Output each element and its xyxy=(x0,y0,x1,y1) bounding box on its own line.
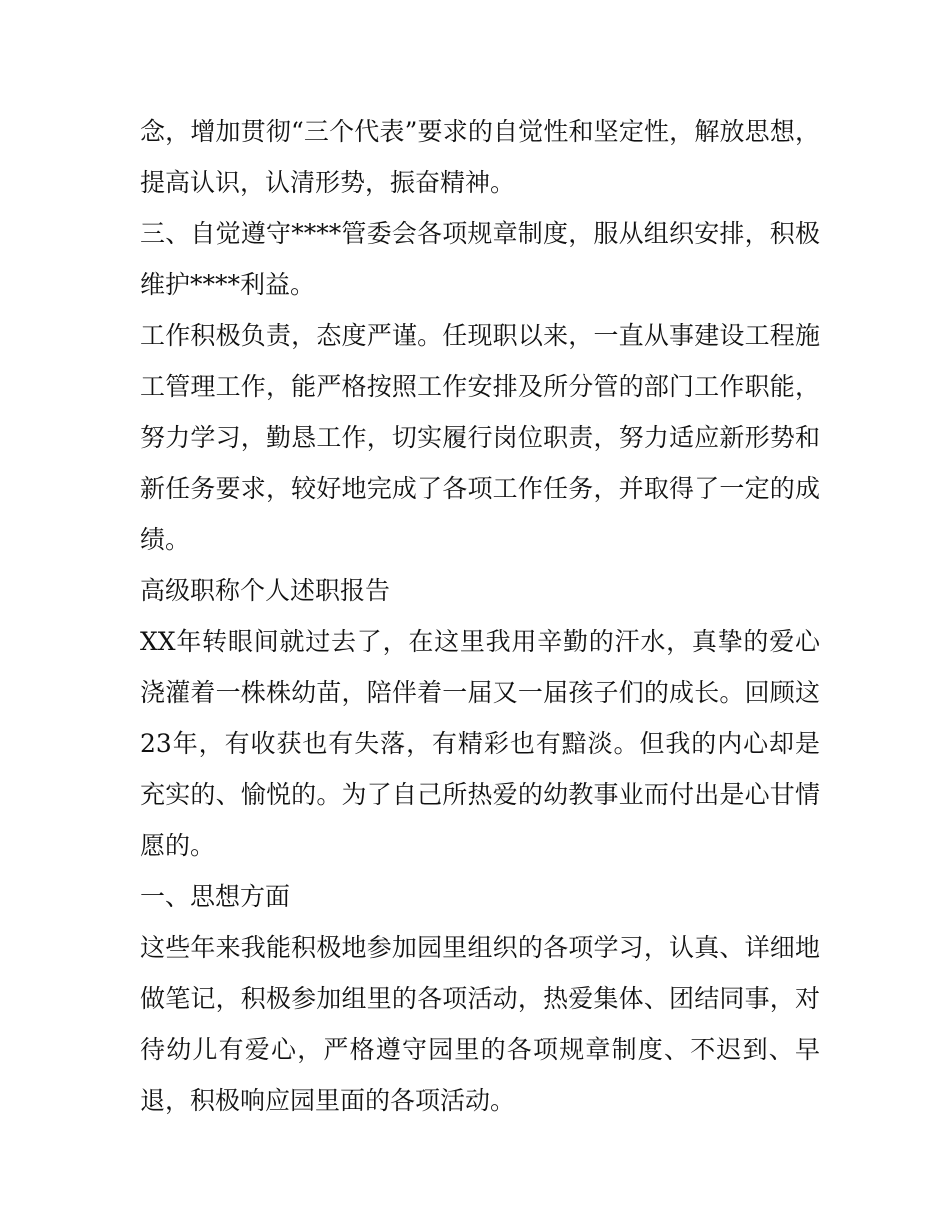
paragraph-section-three: 三、自觉遵守****管委会各项规章制度，服从组织安排，积极维护****利益。 xyxy=(140,219,820,299)
paragraph-continuation: 念，增加贯彻“三个代表”要求的自觉性和坚定性，解放思想，提高认识，认清形势，振奋精神。 xyxy=(140,117,820,197)
paragraph-intro: XX年转眼间就过去了，在这里我用辛勤的汗水，真挚的爱心浇灌着一株株幼苗，陪伴着一届又一届孩子们的成长。回顾这23年，有收获也有失落，有精彩也有黯淡。但我的内心却是充实的、愉悦的。为了自己所热爱的幼教事业而付出是心甘情愿的。 xyxy=(140,627,820,860)
document-body xyxy=(140,106,820,1126)
section-heading-thought: 一、思想方面 xyxy=(140,882,291,911)
report-title: 高级职称个人述职报告 xyxy=(140,576,391,605)
paragraph-work-attitude: 工作积极负责，态度严谨。任现职以来，一直从事建设工程施工管理工作，能严格按照工作安排及所分管的部门工作职能，努力学习，勤恳工作，切实履行岗位职责，努力适应新形势和新任务要求，较好地完成了各项工作任务，并取得了一定的成绩。 xyxy=(140,321,820,554)
paragraph-thought: 这些年来我能积极地参加园里组织的各项学习，认真、详细地做笔记，积极参加组里的各项活动，热爱集体、团结同事，对待幼儿有爱心，严格遵守园里的各项规章制度、不迟到、早退，积极响应园里面的各项活动。 xyxy=(140,933,820,1115)
